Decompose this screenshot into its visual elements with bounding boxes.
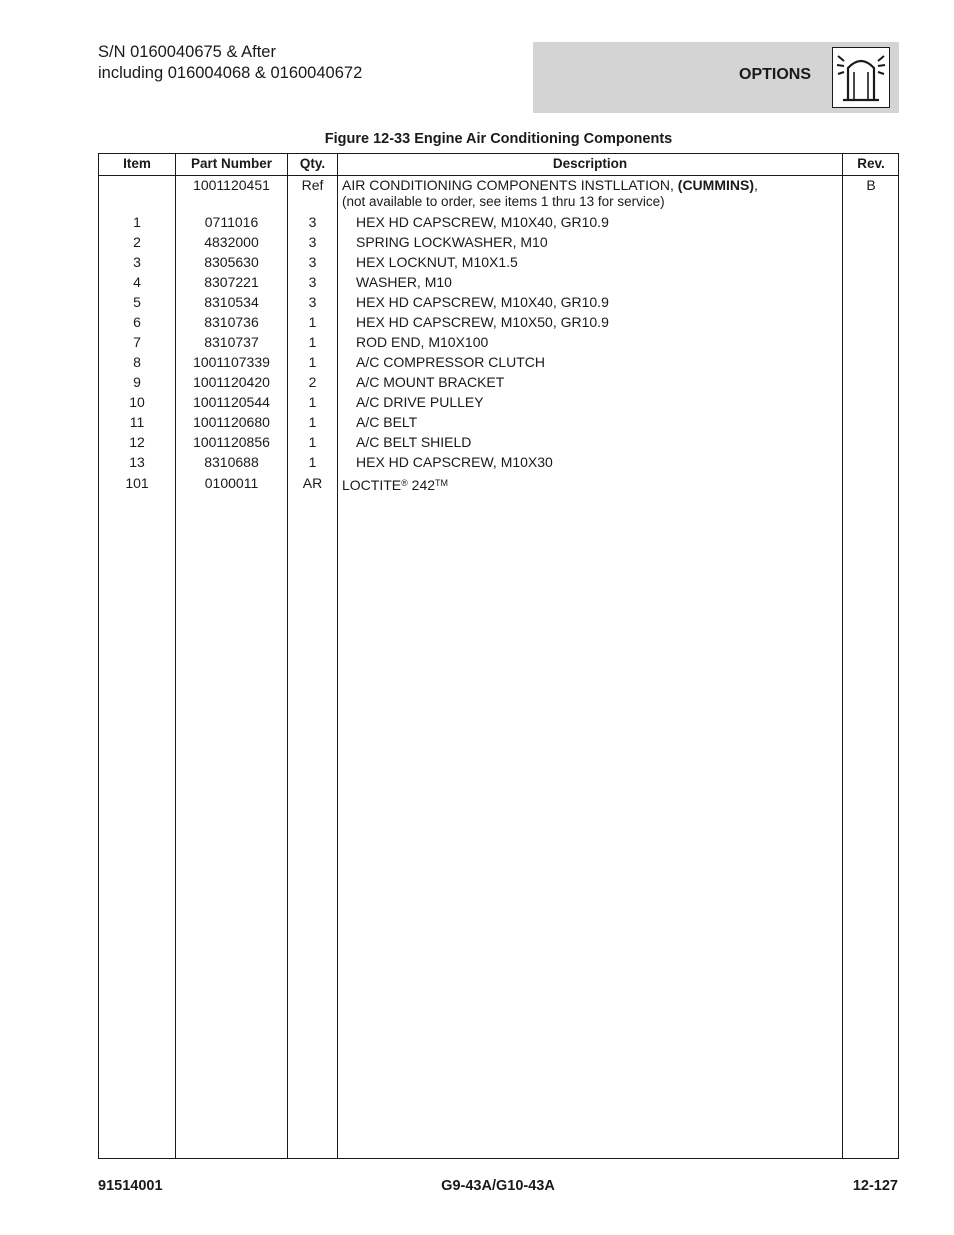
row-qty: 1 (308, 354, 317, 370)
row-item: 6 (133, 314, 141, 330)
row-item: 4 (133, 274, 141, 290)
row-item: 11 (129, 414, 145, 430)
column-divider (337, 154, 338, 1158)
row-qty: 3 (308, 294, 317, 310)
row-part-number: 1001120544 (193, 394, 270, 410)
row-item: 101 (125, 475, 149, 491)
row-item: 1 (133, 214, 141, 230)
assembly-description (342, 176, 758, 194)
row-description: HEX HD CAPSCREW, M10X50, GR10.9 (356, 314, 609, 330)
row-part-number: 1001120856 (193, 434, 270, 450)
row-part-number: 8307221 (204, 274, 259, 290)
row-item: 2 (133, 234, 141, 250)
trademark: TM (435, 478, 449, 488)
row-qty: 1 (308, 314, 317, 330)
row-description: A/C BELT SHIELD (356, 434, 472, 450)
column-header-item: Item (123, 156, 151, 171)
section-tab (533, 42, 899, 113)
row-description: HEX HD CAPSCREW, M10X40, GR10.9 (356, 294, 609, 310)
row-item: 5 (133, 294, 141, 310)
beacon-light-icon (832, 47, 890, 108)
assembly-rev: B (866, 177, 876, 193)
assembly-description-engine: (CUMMINS) (677, 177, 754, 193)
footer-manual-number: 91514001 (98, 1178, 163, 1194)
row-part-number: 0711016 (204, 214, 259, 230)
figure-title: Figure 12-33 Engine Air Conditioning Components (324, 131, 673, 147)
row-qty: 3 (308, 214, 317, 230)
row-part-number: 1001120420 (193, 374, 270, 390)
row-description: A/C DRIVE PULLEY (356, 394, 484, 410)
row-qty: 1 (308, 394, 317, 410)
column-header-part-number: Part Number (190, 156, 273, 171)
assembly-note: (not available to order, see items 1 thru 13 for service) (342, 194, 665, 209)
serial-number-line: S/N 0160040675 & After (98, 43, 276, 61)
row-item: 8 (133, 354, 141, 370)
column-header-qty: Qty. (299, 156, 326, 171)
row-item: 9 (133, 374, 141, 390)
assembly-description-tail: , (754, 177, 758, 193)
row-qty: 3 (308, 274, 317, 290)
row-part-number: 8310534 (204, 294, 259, 310)
row-description: HEX HD CAPSCREW, M10X30 (356, 454, 553, 470)
row-part-number: 8305630 (204, 254, 259, 270)
row-item: 7 (133, 334, 141, 350)
loctite-number: 242 (407, 477, 436, 493)
row-item: 12 (129, 434, 145, 450)
row-item: 13 (129, 454, 145, 470)
row-qty: 1 (308, 434, 317, 450)
row-description: WASHER, M10 (356, 274, 452, 290)
row-description: HEX LOCKNUT, M10X1.5 (356, 254, 518, 270)
row-qty: 2 (308, 374, 317, 390)
column-header-description: Description (552, 156, 628, 171)
row-part-number: 4832000 (204, 234, 259, 250)
footer-model: G9-43A/G10-43A (441, 1178, 555, 1194)
row-part-number: 8310688 (204, 454, 259, 470)
row-qty: 1 (308, 414, 317, 430)
row-part-number: 1001107339 (193, 354, 270, 370)
row-description (342, 474, 448, 494)
assembly-description-main: AIR CONDITIONING COMPONENTS INSTLLATION, (342, 177, 674, 193)
serial-number-including-line: including 016004068 & 0160040672 (98, 64, 363, 82)
row-description: HEX HD CAPSCREW, M10X40, GR10.9 (356, 214, 609, 230)
row-qty: AR (302, 475, 323, 491)
loctite-name: LOCTITE (342, 477, 402, 493)
registered-mark: ® (401, 478, 408, 488)
row-qty: 3 (308, 234, 317, 250)
row-part-number: 8310736 (204, 314, 259, 330)
row-qty: 3 (308, 254, 317, 270)
row-description: ROD END, M10X100 (356, 334, 489, 350)
footer-page-number: 12-127 (852, 1178, 898, 1194)
row-description: A/C BELT (356, 414, 418, 430)
row-part-number: 8310737 (204, 334, 259, 350)
row-qty: 1 (308, 334, 317, 350)
row-part-number: 0100011 (204, 475, 259, 491)
row-item: 10 (129, 394, 145, 410)
column-divider (842, 154, 843, 1158)
section-tab-label: OPTIONS (739, 66, 812, 83)
row-description: A/C MOUNT BRACKET (356, 374, 505, 390)
assembly-qty: Ref (301, 177, 324, 193)
row-qty: 1 (308, 454, 317, 470)
parts-table (98, 153, 899, 1159)
row-description: SPRING LOCKWASHER, M10 (356, 234, 548, 250)
row-part-number: 1001120680 (193, 414, 270, 430)
column-header-rev: Rev. (857, 156, 885, 171)
assembly-part-number: 1001120451 (193, 177, 270, 193)
row-description: A/C COMPRESSOR CLUTCH (356, 354, 546, 370)
row-item: 3 (133, 254, 141, 270)
